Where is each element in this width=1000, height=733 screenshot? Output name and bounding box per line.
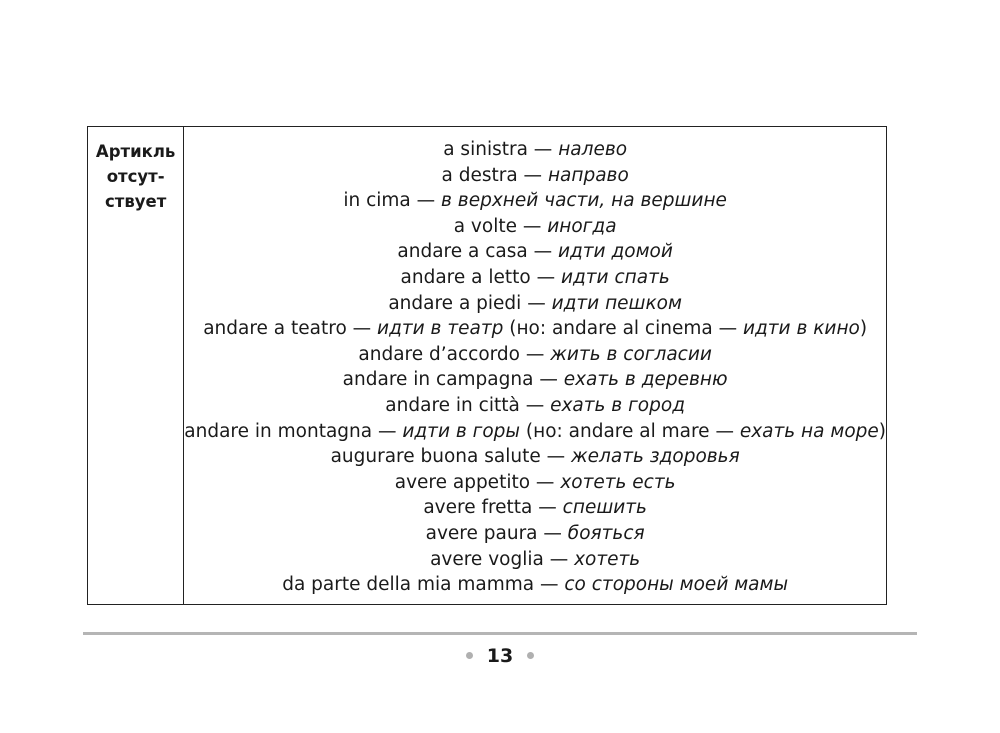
italian-phrase: da parte della mia mamma: [282, 574, 535, 596]
italian-phrase: a volte: [453, 215, 517, 237]
dash-separator: —: [519, 394, 551, 416]
example-row: [184, 214, 886, 240]
dash-separator: —: [530, 266, 561, 288]
example-row: [184, 367, 886, 393]
note-italian: (но: andare al cinema —: [503, 318, 743, 340]
bullet-dot-icon: [527, 652, 534, 659]
dash-separator: —: [534, 574, 565, 596]
example-row: [184, 419, 886, 445]
italian-phrase: andare a piedi: [388, 292, 522, 314]
category-cell: [88, 127, 184, 604]
example-row: [184, 444, 886, 470]
russian-translation: налево: [558, 139, 628, 160]
example-row: [184, 291, 886, 317]
dash-separator: —: [527, 241, 558, 263]
italian-phrase: andare a casa: [397, 241, 528, 263]
category-label-line: ствует: [104, 192, 167, 211]
russian-translation: ехать в деревню: [563, 369, 728, 391]
category-label-line: отсут-: [106, 167, 165, 186]
note-russian: ехать на море: [739, 420, 879, 442]
russian-translation: идти в театр: [377, 318, 504, 340]
italian-phrase: augurare buona salute: [330, 446, 541, 468]
russian-translation: желать здоровья: [570, 446, 740, 468]
dash-separator: —: [516, 215, 548, 237]
example-row: [184, 265, 886, 291]
dash-separator: —: [521, 292, 552, 314]
italian-phrase: andare a letto: [400, 266, 531, 288]
italian-phrase: avere fretta: [423, 497, 533, 519]
italian-phrase: andare in campagna: [342, 369, 534, 391]
note-russian: идти в кино: [742, 318, 860, 340]
italian-phrase: andare a teatro: [203, 318, 347, 340]
page-number: 13: [486, 645, 514, 667]
dash-separator: —: [537, 522, 568, 544]
italian-phrase: in cima: [343, 190, 411, 212]
example-row: [184, 316, 886, 342]
italian-phrase: a destra: [441, 164, 518, 186]
russian-translation: со стороны моей мамы: [564, 574, 789, 596]
dash-separator: —: [532, 497, 563, 519]
dash-separator: —: [410, 190, 442, 212]
examples-cell: [184, 127, 886, 604]
italian-phrase: a sinistra: [443, 139, 528, 160]
category-label-line: Артикль: [95, 142, 176, 161]
example-row: [184, 521, 886, 547]
note-close: ): [859, 318, 868, 340]
russian-translation: идти в горы: [402, 420, 521, 442]
italian-phrase: avere paura: [425, 522, 538, 544]
italian-phrase: andare in città: [385, 394, 520, 416]
example-row: [184, 470, 886, 496]
russian-translation: в верхней части, на вершине: [441, 190, 727, 212]
dash-separator: —: [519, 343, 551, 365]
dash-separator: —: [533, 369, 564, 391]
note-italian: (но: andare al mare —: [520, 420, 740, 442]
italian-phrase: avere voglia: [430, 548, 544, 570]
dash-separator: —: [517, 164, 548, 186]
russian-translation: хотеть: [574, 548, 641, 570]
dash-separator: —: [543, 548, 575, 570]
example-row: [184, 163, 886, 189]
russian-translation: спешить: [562, 497, 647, 519]
example-row: [184, 495, 886, 521]
dash-separator: —: [540, 446, 571, 468]
bullet-dot-icon: [466, 652, 473, 659]
dash-separator: —: [346, 318, 378, 340]
example-row: [184, 188, 886, 214]
phrase-table: [87, 126, 887, 605]
footer-divider: [83, 632, 917, 635]
example-row: [184, 393, 886, 419]
note-close: ): [878, 420, 886, 442]
example-row: [184, 342, 886, 368]
russian-translation: идти домой: [557, 241, 673, 263]
example-row: [184, 572, 886, 598]
russian-translation: направо: [547, 164, 629, 186]
italian-phrase: avere appetito: [394, 471, 531, 493]
russian-translation: иногда: [547, 215, 617, 237]
dash-separator: —: [372, 420, 403, 442]
italian-phrase: andare in montagna: [184, 420, 373, 442]
russian-translation: жить в согласии: [550, 343, 712, 365]
russian-translation: идти спать: [560, 266, 670, 288]
example-row: [184, 137, 886, 163]
page-footer: [0, 643, 1000, 669]
russian-translation: хотеть есть: [560, 471, 676, 493]
russian-translation: ехать в город: [550, 394, 685, 416]
example-row: [184, 547, 886, 573]
russian-translation: идти пешком: [551, 292, 682, 314]
dash-separator: —: [527, 139, 559, 160]
italian-phrase: andare d’accordo: [358, 343, 520, 365]
dash-separator: —: [530, 471, 561, 493]
example-row: [184, 239, 886, 265]
russian-translation: бояться: [567, 522, 645, 544]
